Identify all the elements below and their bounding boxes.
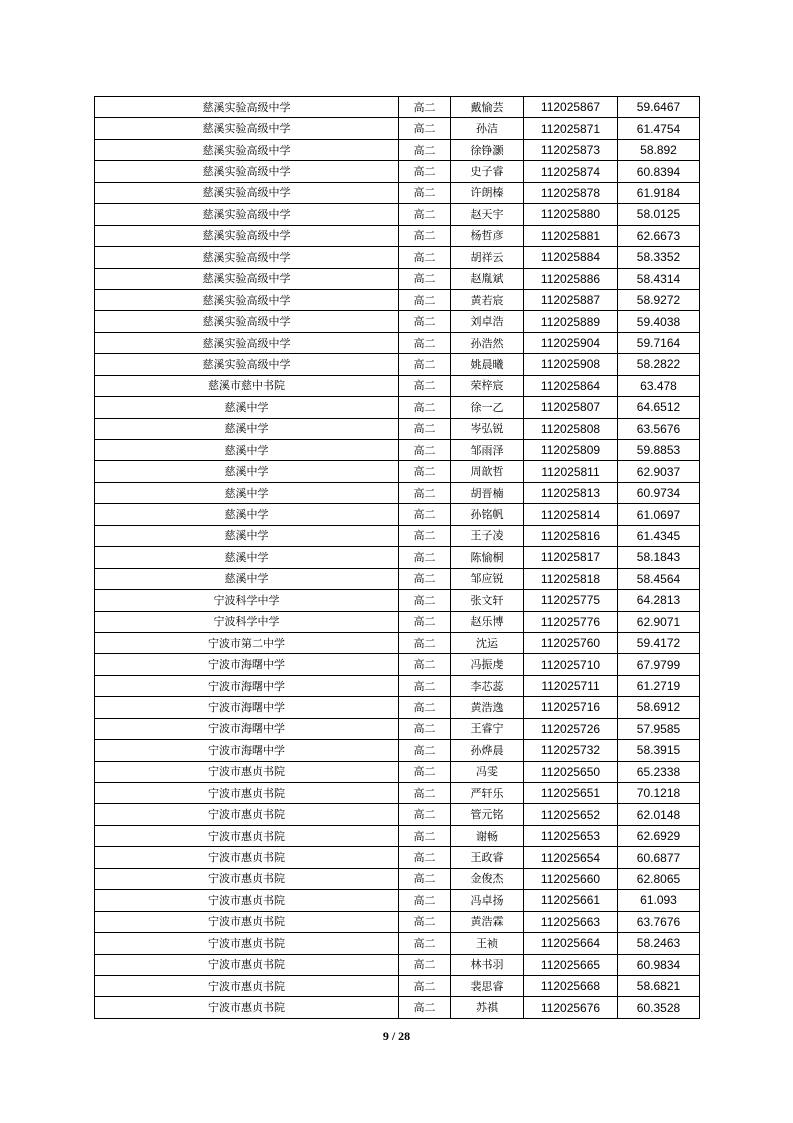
- grade-cell: 高二: [399, 718, 451, 739]
- grade-cell: 高二: [399, 461, 451, 482]
- grade-cell: 高二: [399, 911, 451, 932]
- school-cell: 宁波市惠贞书院: [95, 825, 399, 846]
- student-name-cell: 黄浩霖: [451, 911, 524, 932]
- student-id-cell: 112025710: [524, 654, 618, 675]
- student-name-cell: 胡祥云: [451, 247, 524, 268]
- school-cell: 慈溪实验高级中学: [95, 289, 399, 310]
- student-id-cell: 112025878: [524, 182, 618, 203]
- table-row: [95, 740, 700, 761]
- student-name-cell: 管元铭: [451, 804, 524, 825]
- grade-cell: 高二: [399, 418, 451, 439]
- student-id-cell: 112025908: [524, 354, 618, 375]
- student-name-cell: 王祯: [451, 933, 524, 954]
- school-cell: 宁波市惠贞书院: [95, 911, 399, 932]
- score-cell: 59.7164: [618, 332, 700, 353]
- grade-cell: 高二: [399, 568, 451, 589]
- student-name-cell: 赵胤斌: [451, 268, 524, 289]
- results-table: [94, 96, 700, 1019]
- school-cell: 宁波市惠贞书院: [95, 997, 399, 1018]
- student-id-cell: 112025904: [524, 332, 618, 353]
- table-row: [95, 783, 700, 804]
- student-id-cell: 112025653: [524, 825, 618, 846]
- grade-cell: 高二: [399, 289, 451, 310]
- table-row: [95, 718, 700, 739]
- student-name-cell: 赵乐博: [451, 611, 524, 632]
- student-name-cell: 戴愉芸: [451, 97, 524, 118]
- student-id-cell: 112025809: [524, 440, 618, 461]
- grade-cell: 高二: [399, 590, 451, 611]
- student-name-cell: 邹应锐: [451, 568, 524, 589]
- table-row: [95, 590, 700, 611]
- school-cell: 慈溪中学: [95, 461, 399, 482]
- score-cell: 60.9734: [618, 482, 700, 503]
- student-id-cell: 112025664: [524, 933, 618, 954]
- score-cell: 64.6512: [618, 397, 700, 418]
- school-cell: 慈溪实验高级中学: [95, 204, 399, 225]
- table-row: [95, 397, 700, 418]
- grade-cell: 高二: [399, 825, 451, 846]
- table-row: [95, 247, 700, 268]
- school-cell: 慈溪中学: [95, 482, 399, 503]
- student-id-cell: 112025732: [524, 740, 618, 761]
- student-name-cell: 荣梓宸: [451, 375, 524, 396]
- score-cell: 63.5676: [618, 418, 700, 439]
- score-cell: 60.9834: [618, 954, 700, 975]
- school-cell: 宁波市惠贞书院: [95, 890, 399, 911]
- student-name-cell: 苏祺: [451, 997, 524, 1018]
- score-cell: 61.4754: [618, 118, 700, 139]
- student-name-cell: 徐铮灏: [451, 139, 524, 160]
- school-cell: 宁波市海曙中学: [95, 654, 399, 675]
- score-cell: 61.4345: [618, 525, 700, 546]
- score-cell: 58.1843: [618, 547, 700, 568]
- grade-cell: 高二: [399, 675, 451, 696]
- student-id-cell: 112025808: [524, 418, 618, 439]
- grade-cell: 高二: [399, 804, 451, 825]
- student-name-cell: 周歆哲: [451, 461, 524, 482]
- student-id-cell: 112025711: [524, 675, 618, 696]
- student-name-cell: 冯卓扬: [451, 890, 524, 911]
- grade-cell: 高二: [399, 933, 451, 954]
- student-name-cell: 黄若宸: [451, 289, 524, 310]
- school-cell: 慈溪实验高级中学: [95, 118, 399, 139]
- student-id-cell: 112025818: [524, 568, 618, 589]
- school-cell: 宁波市惠贞书院: [95, 868, 399, 889]
- score-cell: 61.093: [618, 890, 700, 911]
- student-id-cell: 112025665: [524, 954, 618, 975]
- school-cell: 宁波市第二中学: [95, 632, 399, 653]
- table-row: [95, 975, 700, 996]
- school-cell: 宁波市海曙中学: [95, 675, 399, 696]
- school-cell: 宁波市海曙中学: [95, 718, 399, 739]
- table-row: [95, 933, 700, 954]
- school-cell: 慈溪实验高级中学: [95, 161, 399, 182]
- grade-cell: 高二: [399, 847, 451, 868]
- student-id-cell: 112025654: [524, 847, 618, 868]
- score-cell: 58.892: [618, 139, 700, 160]
- student-id-cell: 112025811: [524, 461, 618, 482]
- student-name-cell: 史子睿: [451, 161, 524, 182]
- grade-cell: 高二: [399, 868, 451, 889]
- school-cell: 慈溪中学: [95, 525, 399, 546]
- student-name-cell: 岑弘锐: [451, 418, 524, 439]
- student-id-cell: 112025651: [524, 783, 618, 804]
- score-cell: 58.6912: [618, 697, 700, 718]
- student-name-cell: 孙铭帆: [451, 504, 524, 525]
- score-cell: 62.9037: [618, 461, 700, 482]
- score-cell: 60.3528: [618, 997, 700, 1018]
- student-id-cell: 112025663: [524, 911, 618, 932]
- student-id-cell: 112025652: [524, 804, 618, 825]
- grade-cell: 高二: [399, 504, 451, 525]
- student-id-cell: 112025817: [524, 547, 618, 568]
- page-number: 9 / 28: [382, 1029, 411, 1043]
- school-cell: 慈溪中学: [95, 397, 399, 418]
- school-cell: 宁波市惠贞书院: [95, 975, 399, 996]
- student-name-cell: 王睿宁: [451, 718, 524, 739]
- student-name-cell: 刘卓浩: [451, 311, 524, 332]
- school-cell: 慈溪实验高级中学: [95, 139, 399, 160]
- score-cell: 65.2338: [618, 761, 700, 782]
- student-id-cell: 112025676: [524, 997, 618, 1018]
- student-name-cell: 徐一乙: [451, 397, 524, 418]
- table-row: [95, 268, 700, 289]
- student-id-cell: 112025807: [524, 397, 618, 418]
- student-name-cell: 裴思睿: [451, 975, 524, 996]
- score-cell: 58.0125: [618, 204, 700, 225]
- table-row: [95, 354, 700, 375]
- table-row: [95, 654, 700, 675]
- school-cell: 慈溪中学: [95, 504, 399, 525]
- table-row: [95, 97, 700, 118]
- grade-cell: 高二: [399, 783, 451, 804]
- grade-cell: 高二: [399, 975, 451, 996]
- table-row: [95, 804, 700, 825]
- grade-cell: 高二: [399, 311, 451, 332]
- grade-cell: 高二: [399, 204, 451, 225]
- student-name-cell: 姚晨曦: [451, 354, 524, 375]
- table-row: [95, 332, 700, 353]
- school-cell: 宁波市惠贞书院: [95, 933, 399, 954]
- student-id-cell: 112025814: [524, 504, 618, 525]
- grade-cell: 高二: [399, 697, 451, 718]
- score-cell: 57.9585: [618, 718, 700, 739]
- score-cell: 63.7676: [618, 911, 700, 932]
- score-cell: 58.9272: [618, 289, 700, 310]
- school-cell: 慈溪实验高级中学: [95, 354, 399, 375]
- score-cell: 70.1218: [618, 783, 700, 804]
- score-cell: 58.4314: [618, 268, 700, 289]
- grade-cell: 高二: [399, 354, 451, 375]
- student-name-cell: 沈运: [451, 632, 524, 653]
- table-row: [95, 440, 700, 461]
- student-id-cell: 112025871: [524, 118, 618, 139]
- score-cell: 62.0148: [618, 804, 700, 825]
- table-row: [95, 289, 700, 310]
- student-name-cell: 冯雯: [451, 761, 524, 782]
- grade-cell: 高二: [399, 440, 451, 461]
- school-cell: 慈溪实验高级中学: [95, 97, 399, 118]
- student-name-cell: 王政睿: [451, 847, 524, 868]
- table-row: [95, 675, 700, 696]
- school-cell: 宁波市海曙中学: [95, 697, 399, 718]
- table-row: [95, 504, 700, 525]
- table-row: [95, 568, 700, 589]
- student-name-cell: 赵天宇: [451, 204, 524, 225]
- school-cell: 慈溪中学: [95, 440, 399, 461]
- score-cell: 60.6877: [618, 847, 700, 868]
- table-row: [95, 890, 700, 911]
- score-cell: 58.6821: [618, 975, 700, 996]
- student-id-cell: 112025813: [524, 482, 618, 503]
- score-cell: 62.6673: [618, 225, 700, 246]
- student-name-cell: 李芯蕊: [451, 675, 524, 696]
- grade-cell: 高二: [399, 247, 451, 268]
- student-id-cell: 112025887: [524, 289, 618, 310]
- grade-cell: 高二: [399, 139, 451, 160]
- score-cell: 59.8853: [618, 440, 700, 461]
- table-row: [95, 825, 700, 846]
- student-name-cell: 杨哲彦: [451, 225, 524, 246]
- student-id-cell: 112025867: [524, 97, 618, 118]
- student-name-cell: 林书羽: [451, 954, 524, 975]
- grade-cell: 高二: [399, 182, 451, 203]
- table-row: [95, 161, 700, 182]
- student-id-cell: 112025775: [524, 590, 618, 611]
- grade-cell: 高二: [399, 954, 451, 975]
- student-id-cell: 112025886: [524, 268, 618, 289]
- student-name-cell: 王子凌: [451, 525, 524, 546]
- table-row: [95, 139, 700, 160]
- school-cell: 宁波市海曙中学: [95, 740, 399, 761]
- score-cell: 67.9799: [618, 654, 700, 675]
- student-id-cell: 112025661: [524, 890, 618, 911]
- score-cell: 59.4038: [618, 311, 700, 332]
- grade-cell: 高二: [399, 740, 451, 761]
- school-cell: 慈溪实验高级中学: [95, 268, 399, 289]
- score-cell: 58.2463: [618, 933, 700, 954]
- table-row: [95, 311, 700, 332]
- school-cell: 慈溪实验高级中学: [95, 311, 399, 332]
- grade-cell: 高二: [399, 268, 451, 289]
- table-row: [95, 632, 700, 653]
- grade-cell: 高二: [399, 890, 451, 911]
- score-cell: 63.478: [618, 375, 700, 396]
- grade-cell: 高二: [399, 654, 451, 675]
- table-row: [95, 525, 700, 546]
- table-row: [95, 697, 700, 718]
- grade-cell: 高二: [399, 397, 451, 418]
- student-id-cell: 112025864: [524, 375, 618, 396]
- score-cell: 58.2822: [618, 354, 700, 375]
- table-row: [95, 375, 700, 396]
- grade-cell: 高二: [399, 482, 451, 503]
- school-cell: 慈溪实验高级中学: [95, 247, 399, 268]
- student-id-cell: 112025660: [524, 868, 618, 889]
- student-name-cell: 孙烨晨: [451, 740, 524, 761]
- grade-cell: 高二: [399, 161, 451, 182]
- student-name-cell: 胡晋楠: [451, 482, 524, 503]
- score-cell: 59.6467: [618, 97, 700, 118]
- grade-cell: 高二: [399, 225, 451, 246]
- school-cell: 宁波市惠贞书院: [95, 783, 399, 804]
- student-id-cell: 112025873: [524, 139, 618, 160]
- school-cell: 慈溪中学: [95, 547, 399, 568]
- student-name-cell: 黄浩逸: [451, 697, 524, 718]
- school-cell: 慈溪中学: [95, 418, 399, 439]
- school-cell: 慈溪中学: [95, 568, 399, 589]
- table-row: [95, 118, 700, 139]
- table-row: [95, 954, 700, 975]
- grade-cell: 高二: [399, 525, 451, 546]
- student-name-cell: 孙浩然: [451, 332, 524, 353]
- student-id-cell: 112025884: [524, 247, 618, 268]
- student-name-cell: 张文轩: [451, 590, 524, 611]
- student-name-cell: 许朗榛: [451, 182, 524, 203]
- grade-cell: 高二: [399, 632, 451, 653]
- table-row: [95, 482, 700, 503]
- table-body: [95, 97, 700, 1019]
- score-cell: 59.4172: [618, 632, 700, 653]
- score-cell: 62.8065: [618, 868, 700, 889]
- school-cell: 宁波科学中学: [95, 611, 399, 632]
- table-row: [95, 997, 700, 1018]
- table-row: [95, 911, 700, 932]
- school-cell: 宁波市惠贞书院: [95, 761, 399, 782]
- student-id-cell: 112025650: [524, 761, 618, 782]
- grade-cell: 高二: [399, 547, 451, 568]
- school-cell: 宁波市惠贞书院: [95, 847, 399, 868]
- student-name-cell: 金俊杰: [451, 868, 524, 889]
- school-cell: 慈溪实验高级中学: [95, 225, 399, 246]
- table-row: [95, 204, 700, 225]
- student-id-cell: 112025760: [524, 632, 618, 653]
- table-row: [95, 611, 700, 632]
- student-id-cell: 112025881: [524, 225, 618, 246]
- table-row: [95, 761, 700, 782]
- school-cell: 宁波市惠贞书院: [95, 954, 399, 975]
- score-cell: 58.3915: [618, 740, 700, 761]
- table-row: [95, 461, 700, 482]
- score-cell: 58.3352: [618, 247, 700, 268]
- student-name-cell: 冯振虔: [451, 654, 524, 675]
- student-id-cell: 112025776: [524, 611, 618, 632]
- student-name-cell: 孙洁: [451, 118, 524, 139]
- student-id-cell: 112025880: [524, 204, 618, 225]
- table-row: [95, 847, 700, 868]
- student-id-cell: 112025668: [524, 975, 618, 996]
- school-cell: 宁波市惠贞书院: [95, 804, 399, 825]
- student-id-cell: 112025716: [524, 697, 618, 718]
- student-id-cell: 112025816: [524, 525, 618, 546]
- score-cell: 62.6929: [618, 825, 700, 846]
- school-cell: 慈溪实验高级中学: [95, 332, 399, 353]
- table-row: [95, 418, 700, 439]
- student-id-cell: 112025889: [524, 311, 618, 332]
- grade-cell: 高二: [399, 118, 451, 139]
- student-name-cell: 邹雨泽: [451, 440, 524, 461]
- grade-cell: 高二: [399, 761, 451, 782]
- score-cell: 61.9184: [618, 182, 700, 203]
- school-cell: 宁波科学中学: [95, 590, 399, 611]
- table-row: [95, 225, 700, 246]
- grade-cell: 高二: [399, 997, 451, 1018]
- student-id-cell: 112025874: [524, 161, 618, 182]
- table-row: [95, 547, 700, 568]
- grade-cell: 高二: [399, 611, 451, 632]
- score-cell: 64.2813: [618, 590, 700, 611]
- score-cell: 60.8394: [618, 161, 700, 182]
- grade-cell: 高二: [399, 375, 451, 396]
- score-cell: 61.0697: [618, 504, 700, 525]
- student-id-cell: 112025726: [524, 718, 618, 739]
- grade-cell: 高二: [399, 332, 451, 353]
- school-cell: 慈溪实验高级中学: [95, 182, 399, 203]
- student-name-cell: 陈愉桐: [451, 547, 524, 568]
- score-cell: 58.4564: [618, 568, 700, 589]
- score-cell: 62.9071: [618, 611, 700, 632]
- student-name-cell: 谢畅: [451, 825, 524, 846]
- grade-cell: 高二: [399, 97, 451, 118]
- table-row: [95, 182, 700, 203]
- school-cell: 慈溪市慈中书院: [95, 375, 399, 396]
- table-row: [95, 868, 700, 889]
- score-cell: 61.2719: [618, 675, 700, 696]
- student-name-cell: 严轩乐: [451, 783, 524, 804]
